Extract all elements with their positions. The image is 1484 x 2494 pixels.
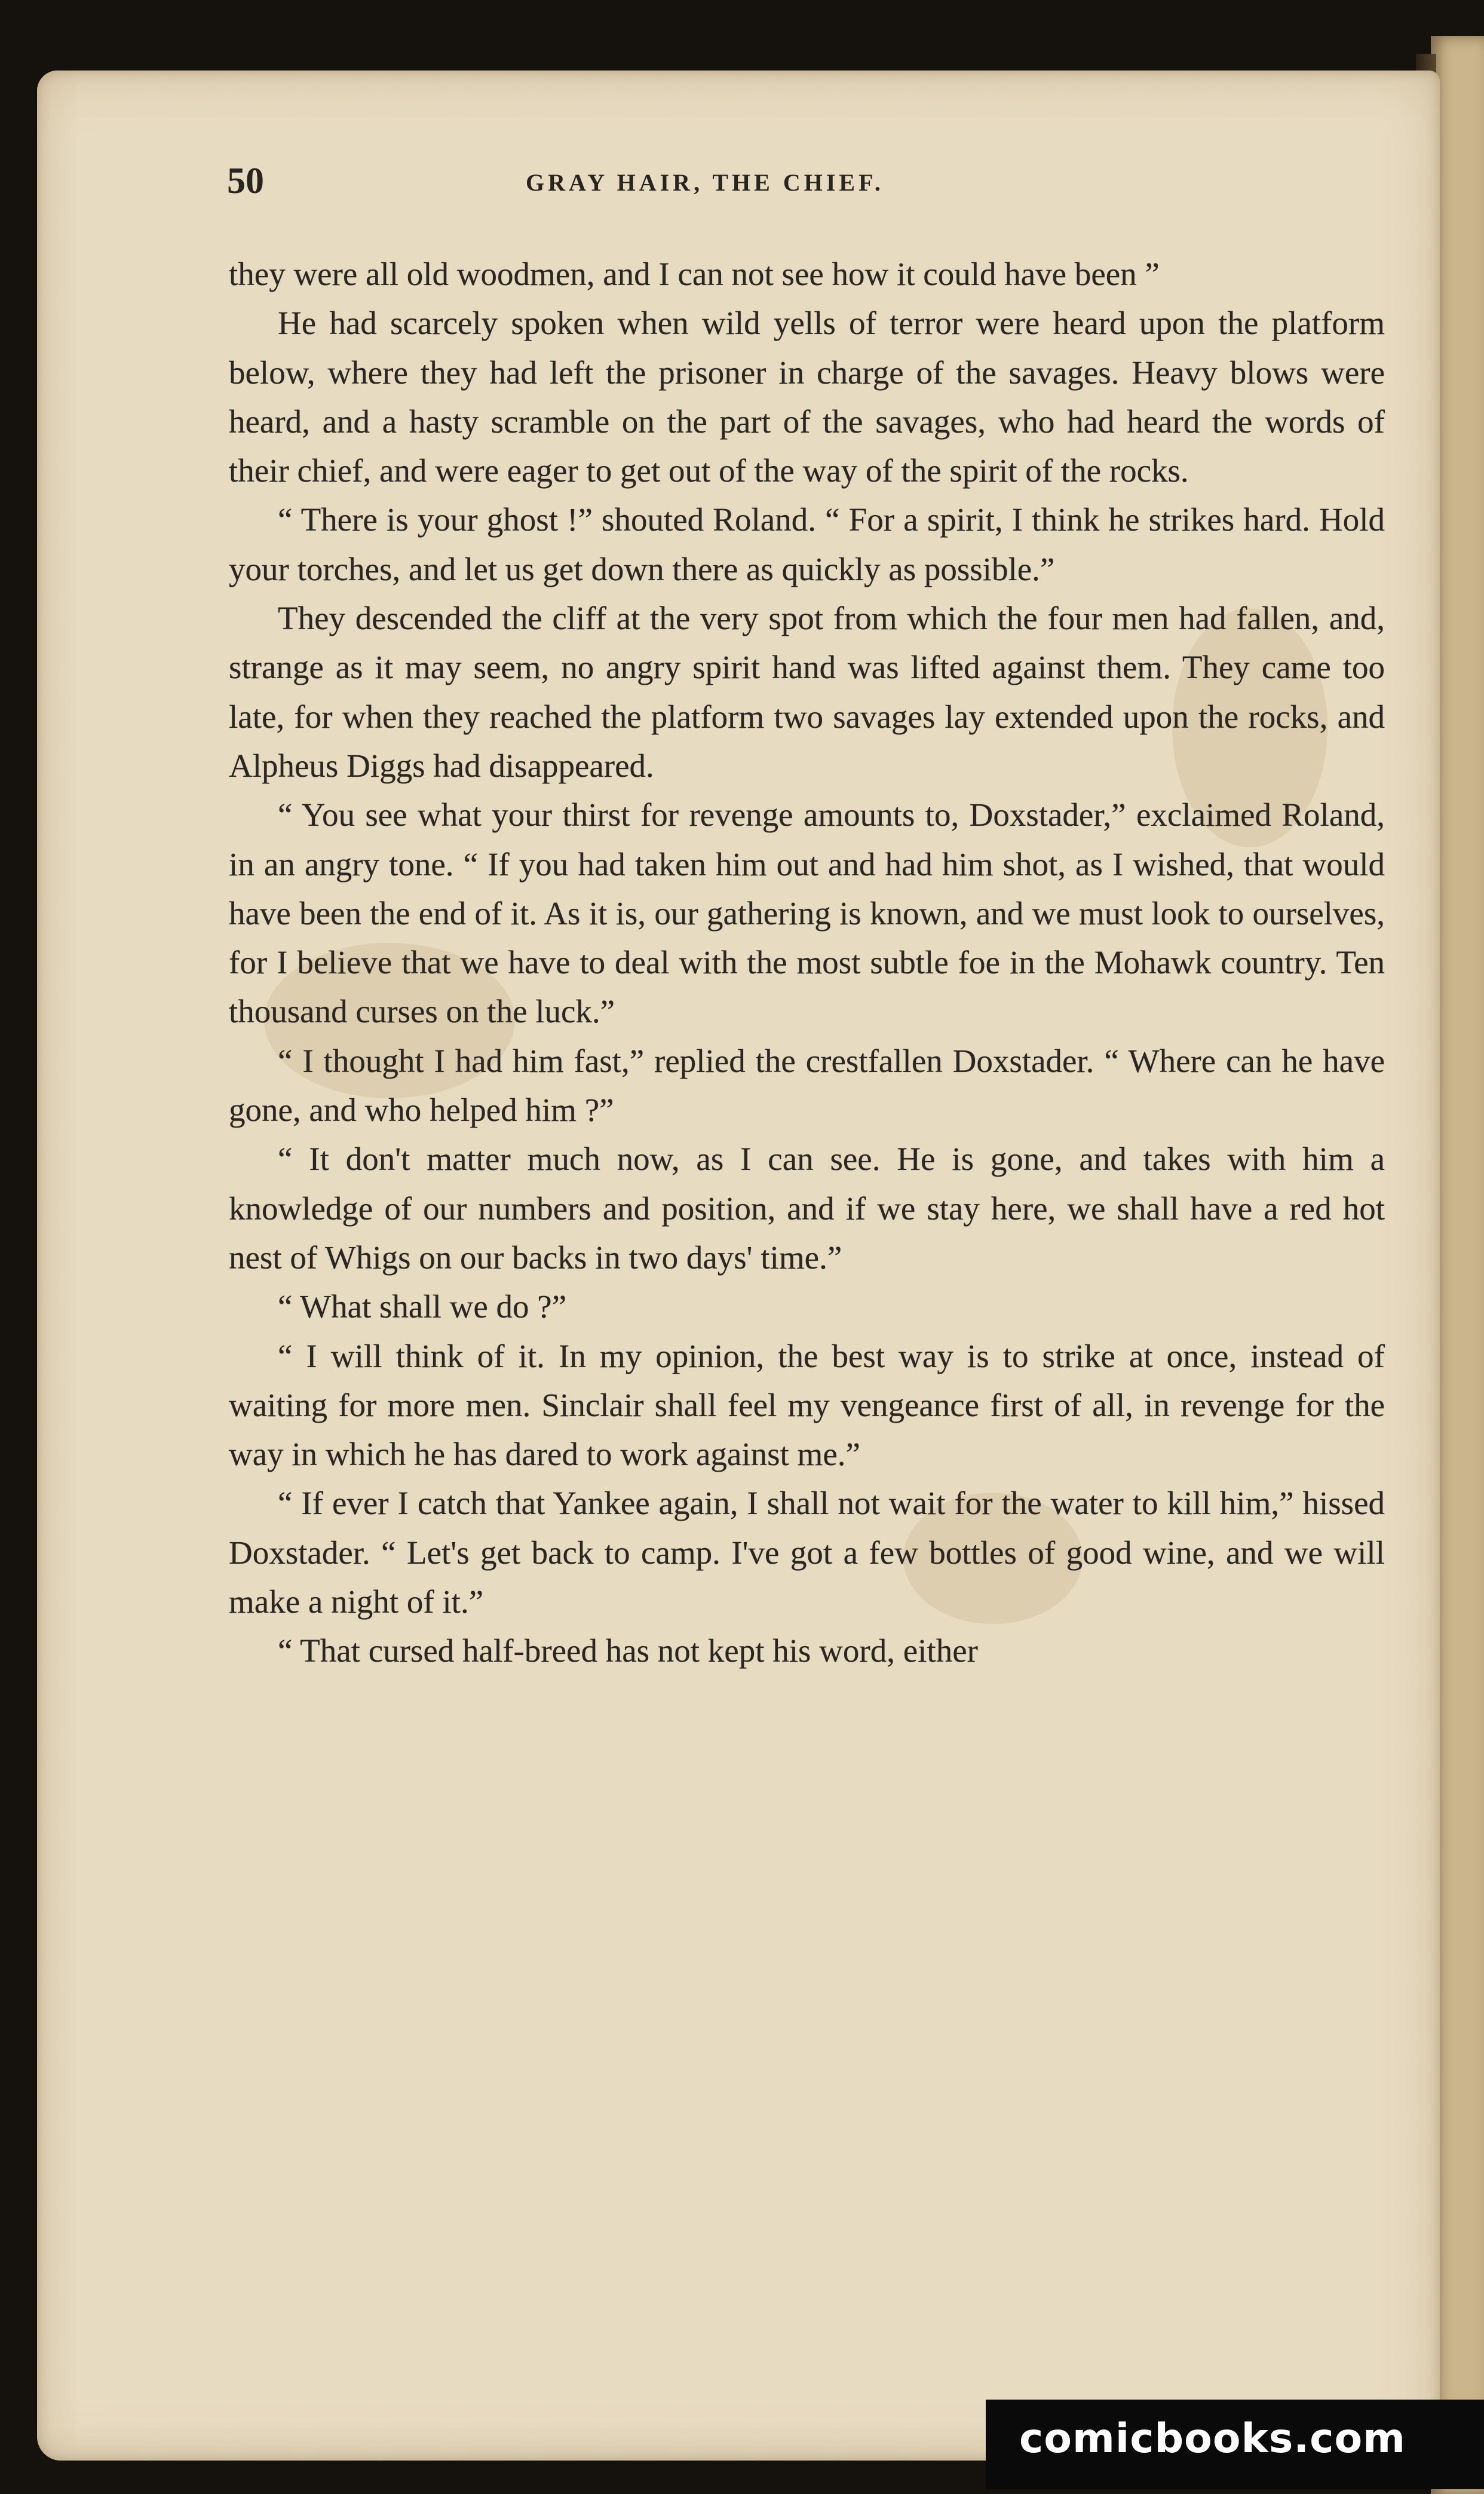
- body-text: [229, 250, 1385, 1676]
- running-title: GRAY HAIR, THE CHIEF.: [526, 169, 884, 196]
- page-header: [227, 160, 1386, 208]
- page-number: 50: [227, 161, 264, 201]
- paragraph: “ It don't matter much now, as I can see. He is gone, and takes with him a knowledge of our numbers and position, and if we stay here, we shall have a red hot nest of Whigs on our backs in two days' time.”: [229, 1141, 1385, 1276]
- paragraph: “ That cursed half-breed has not kept his word, either: [278, 1632, 978, 1669]
- paragraph: He had scarcely spoken when wild yells of terror were heard upon the platform below, where they had left the prisoner in charge of the savages. Heavy blows were heard, and a hasty scramble on the part of the savages, who had heard the words of their chief, and were eager to get out of the way of the spirit of the rocks.: [229, 305, 1385, 489]
- watermark-text: comicbooks.com: [1019, 2415, 1406, 2462]
- paragraph: “ I thought I had him fast,” replied the crestfallen Doxstader. “ Where can he have gone, and who helped him ?”: [229, 1042, 1385, 1129]
- paragraph: “ What shall we do ?”: [278, 1288, 567, 1325]
- paragraph: “ There is your ghost !” shouted Roland. “ For a spirit, I think he strikes hard. Hold your torches, and let us get down there as quickly as possible.”: [229, 501, 1385, 587]
- paragraph: “ I will think of it. In my opinion, the best way is to strike at once, instead of waiting for more men. Sinclair shall feel my vengeance first of all, in revenge for the way in which he has dared to work against me.”: [229, 1337, 1385, 1473]
- paragraph: they were all old woodmen, and I can not see how it could have been ”: [229, 256, 1160, 292]
- paragraph: They descended the cliff at the very spot from which the four men had fallen, and, strange as it may seem, no angry spirit hand was lifted against them. They came too late, for when they reached the platform two savages lay extended upon the rocks, and Alpheus Diggs had disappeared.: [229, 600, 1385, 784]
- paragraph: “ If ever I catch that Yankee again, I shall not wait for the water to kill him,” hissed Doxstader. “ Let's get back to camp. I've got a few bottles of good wine, and we will make a night of it.”: [229, 1485, 1385, 1620]
- paragraph: “ You see what your thirst for revenge amounts to, Doxstader,” exclaimed Roland, in an angry tone. “ If you had taken him out and had him shot, as I wished, that would have been the end of it. As it is, our gathering is known, and we must look to ourselves, for I believe that we have to deal with the most subtle foe in the Mohawk country. Ten thousand curses on the luck.”: [229, 796, 1385, 1030]
